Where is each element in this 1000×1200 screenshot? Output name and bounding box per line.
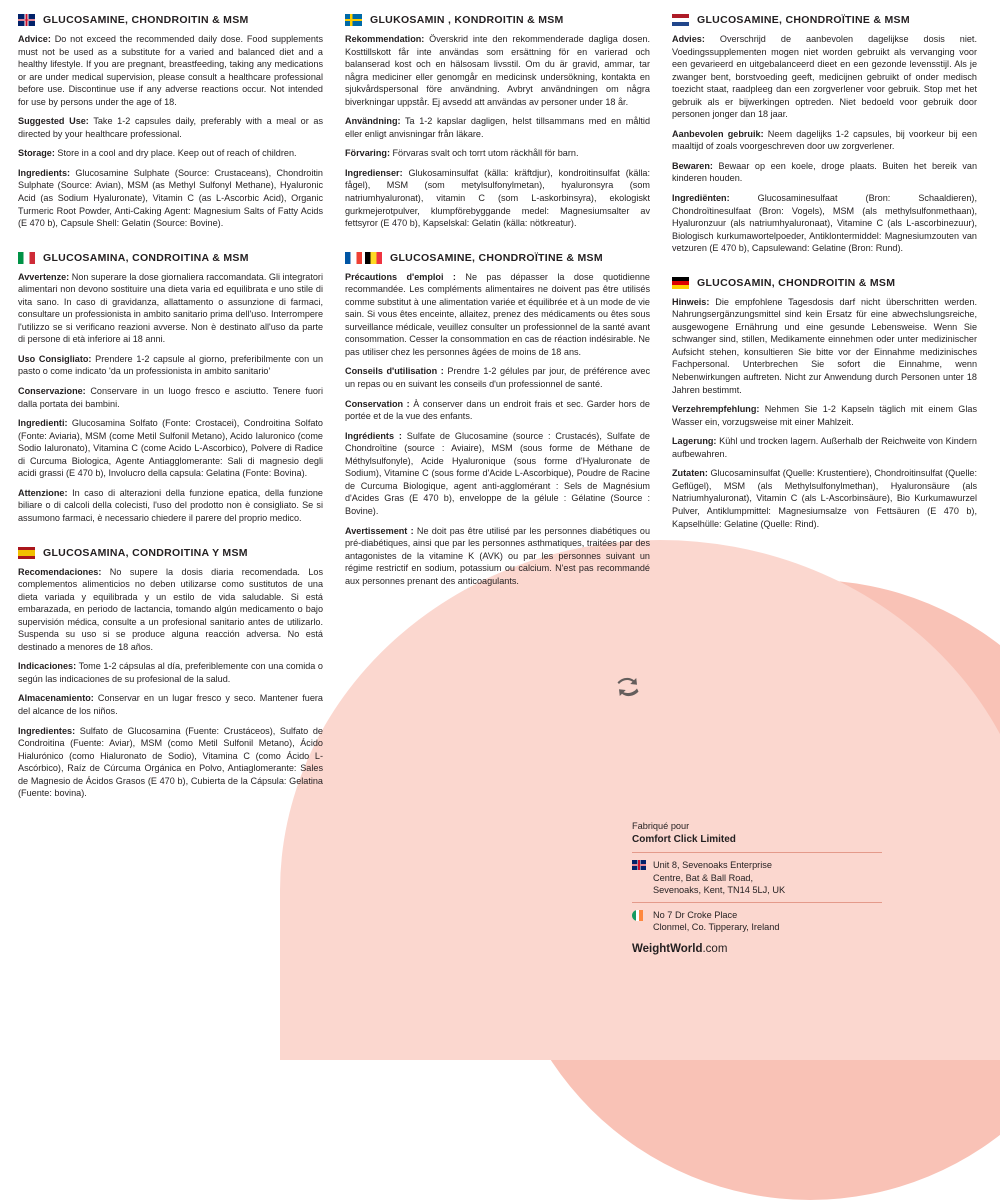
paragraph-label: Hinweis: bbox=[672, 296, 710, 307]
paragraph bbox=[345, 430, 650, 518]
panel-it bbox=[18, 252, 323, 525]
panel-fr bbox=[345, 252, 650, 588]
address-ie bbox=[632, 909, 882, 934]
paragraph-text: Glucosamine Sulphate (Source: Crustaceans), Chondroitin Sulphate (Source: Avian), MSM (as Methyl Sulfonyl Methane), Hyaluronic Acid (as Sodium Hyaluronate), Vitamin C (as L-Ascorbic Acid), Organic Turmeric Root Powder, Anti-Caking Agent: Magnesium Salts of Fatty Acids (E 470 b), Capsule Shell: Gelatin (Source: Bovine). bbox=[18, 167, 323, 229]
flag-group bbox=[672, 14, 689, 26]
paragraph-label: Förvaring: bbox=[345, 148, 390, 159]
paragraph-text: Ne pas dépasser la dose quotidienne recommandée. Les compléments alimentaires ne doivent pas être utilisés comme substitut à une alimentation variée et équilibrée et à un mode de vie sain. Si vous êtes enceinte, allaitez, prenez des médicaments ou êtes sous surveillance médicale, veuillez consulter un professionnel de la santé avant consommation. Cesser la consommation en cas de réaction indésirable. Ne pas utiliser chez les personnes âgées de moins de 18 ans. bbox=[345, 271, 650, 357]
paragraph-label: Storage: bbox=[18, 148, 55, 159]
paragraph-text: Ta 1-2 kapslar dagligen, helst tillsammans med en måltid eller enligt anvisningar från läkare. bbox=[345, 116, 650, 139]
paragraph-label: Verzehrempfehlung: bbox=[672, 404, 760, 415]
panel-title: GLUCOSAMINE, CHONDROÏTINE & MSM bbox=[697, 14, 910, 26]
column-2 bbox=[345, 14, 650, 822]
flag-group bbox=[18, 547, 35, 559]
company-name: Comfort Click Limited bbox=[632, 833, 736, 845]
flag-group bbox=[345, 14, 362, 26]
panel-title: GLUCOSAMINE, CHONDROITIN & MSM bbox=[43, 14, 249, 26]
paragraph bbox=[18, 487, 323, 525]
paragraph-text: Kühl und trocken lagern. Außerhalb der Reichweite von Kindern aufbewahren. bbox=[672, 436, 977, 459]
paragraph-text: Glukosaminsulfat (källa: kräftdjur), kondroitinsulfat (källa: fågel), MSM (som metylsulfonylmetan), hyaluronsyra (som natriumhyaluronat), vitamin C (som L-askorbinsyra), ekologiskt gurkmejerotpulver, klumpförebyggande medel: Magnesiumsalter av fettsyror (E 470 b), Kapselskal: Gelatin (källa: nötkreatur). bbox=[345, 167, 650, 229]
paragraph-label: Avertissement : bbox=[345, 525, 414, 536]
paragraph-text: Sulfato de Glucosamina (Fuente: Crustáceos), Sulfato de Condroitina (Fuente: Aviar), MSM (como Metil Sulfonil Metano), Ácido Hialurónico (como Hialuronato de Sodio), Vitamina C (como Ácido L-Ascórbico), Raíz de Cúrcuma Orgánica en Polvo, Antiaglomerante: Sales de Magnesio de Ácidos Grasos (E 470 b), Cubierta de la Cápsula: Gelatina (Fuente: bovina). bbox=[18, 725, 323, 799]
column-3 bbox=[672, 14, 977, 822]
paragraph bbox=[18, 353, 323, 378]
green-dot-icon bbox=[613, 672, 643, 702]
panel-body bbox=[345, 271, 650, 588]
paragraph-text: À conserver dans un endroit frais et sec. Garder hors de portée et de la vue des enfants. bbox=[345, 398, 650, 422]
flag-group bbox=[345, 252, 382, 264]
brand-logo bbox=[632, 942, 882, 958]
paragraph bbox=[672, 160, 977, 185]
paragraph-label: Advice: bbox=[18, 34, 51, 44]
paragraph-text: Store in a cool and dry place. Keep out of reach of children. bbox=[54, 148, 297, 159]
panel-en bbox=[18, 14, 323, 230]
flag-gb-icon bbox=[18, 14, 35, 26]
paragraph bbox=[18, 725, 323, 800]
brand-name: WeightWorld bbox=[632, 943, 703, 956]
paragraph-text: Conservar en un lugar fresco y seco. Mantener fuera del alcance de los niños. bbox=[18, 693, 323, 716]
panel-es bbox=[18, 547, 323, 800]
paragraph-label: Bewaren: bbox=[672, 160, 713, 171]
paragraph-label: Ingrediënten: bbox=[672, 193, 730, 204]
brand-tld: .com bbox=[702, 943, 728, 956]
panel-body bbox=[345, 33, 650, 230]
paragraph bbox=[345, 525, 650, 588]
address-line: Centre, Bat & Ball Road, bbox=[653, 872, 754, 883]
flag-nl-icon bbox=[672, 14, 689, 26]
panel-title: GLUCOSAMINE, CHONDROÏTINE & MSM bbox=[390, 251, 603, 264]
panel-body bbox=[672, 33, 977, 255]
panel-header bbox=[672, 277, 977, 289]
paragraph-text: Do not exceed the recommended daily dose. Food supplements must not be used as a substitute for a varied and balanced diet and a healthy lifestyle. If you are pregnant, breastfeeding, taking any medications or are under medical supervision, please consult a healthcare professional before use. Discontinue use if any adverse reactions occur. Not intended for use by persons under the age of 18. bbox=[18, 34, 323, 107]
flag-fr-icon bbox=[345, 252, 362, 264]
paragraph-text: Nehmen Sie 1-2 Kapseln täglich mit einem Glas Wasser ein, vorzugsweise mit einer Mahlzeit. bbox=[672, 404, 977, 427]
panel-header bbox=[345, 14, 650, 26]
flag-es-icon bbox=[18, 547, 35, 559]
paragraph-label: Conseils d'utilisation : bbox=[345, 366, 444, 377]
paragraph bbox=[345, 115, 650, 140]
paragraph-text: Neem dagelijks 1-2 capsules, bij voorkeur bij een maaltijd of zoals voorgeschreven door uw zorgverlener. bbox=[672, 128, 977, 152]
paragraph-text: Förvaras svalt och torrt utom räckhåll för barn. bbox=[389, 148, 579, 159]
paragraph bbox=[18, 167, 323, 230]
paragraph-label: Suggested Use: bbox=[18, 116, 89, 127]
manufacturer-address-block bbox=[632, 820, 882, 958]
paragraph bbox=[672, 296, 977, 396]
paragraph-text: Bewaar op een koele, droge plaats. Buiten het bereik van kinderen houden. bbox=[672, 160, 977, 184]
divider bbox=[632, 902, 882, 903]
panel-nl bbox=[672, 14, 977, 255]
paragraph-label: Ingredients: bbox=[18, 167, 71, 178]
paragraph-text: Glucosamina Solfato (Fonte: Crostacei), Condroitina Solfato (Fonte: Aviaria), MSM (come Metil Sulfonil Metano), Acido Ialuronico (come Sodio Ialuronato), Vitamina C (come Acido L-Ascorbico), Polvere di Radice di Curcuma Biologica, Agente Antiagglomerante: Sali di magnesio degli acidi grassi (E 470 b), Involucro della capsula: Gelatina (Fonte: Bovina). bbox=[18, 418, 323, 479]
paragraph-label: Uso Consigliato: bbox=[18, 353, 92, 364]
paragraph bbox=[672, 435, 977, 460]
divider bbox=[632, 852, 882, 853]
paragraph bbox=[672, 33, 977, 121]
paragraph-label: Ingrédients : bbox=[345, 430, 402, 441]
panel-title: GLUCOSAMINA, CONDROITINA Y MSM bbox=[43, 546, 248, 559]
paragraph-label: Conservation : bbox=[345, 398, 410, 409]
address-ie-text bbox=[653, 909, 779, 934]
paragraph-label: Rekommendation: bbox=[345, 34, 425, 44]
panel-header bbox=[18, 547, 323, 559]
paragraph bbox=[18, 417, 323, 480]
paragraph-label: Advies: bbox=[672, 34, 705, 44]
flag-it-icon bbox=[18, 252, 35, 264]
paragraph bbox=[18, 566, 323, 654]
panel-header bbox=[672, 14, 977, 26]
paragraph-label: Lagerung: bbox=[672, 436, 717, 447]
paragraph-text: Sulfate de Glucosamine (source : Crustacés), Sulfate de Chondroïtine (source : Aviaire), MSM (sous forme de Méthane de Méthylsulfonyle), Acide Hyaluronique (sous forme d'Hyaluronate de Sodium), Vitamine C (sous forme d'Acide L-Ascorbique), Poudre de Racine de Curcuma Biologique, agent anti-agglomérant : Sels de Magnésium d'Acides Gras (E 470 b), enveloppe de la gélule : Gélatine (Source : Bovine). bbox=[345, 430, 650, 516]
paragraph bbox=[18, 660, 323, 685]
paragraph-label: Avvertenze: bbox=[18, 271, 70, 282]
paragraph bbox=[18, 33, 323, 108]
paragraph bbox=[672, 128, 977, 153]
paragraph-text: Non superare la dose giornaliera raccomandata. Gli integratori alimentari non devono sostituire una dieta varia ed equilibrata e uno stile di vita sano. In caso di gravidanza, allattamento o assunzione di farmaci, consultare un professionista in ambito sanitario prima dell'uso. Interrompere l'utilizzo se si verificano reazioni avverse. Non è destinato all'uso da parte di persone di età inferiore ai 18 anni. bbox=[18, 271, 324, 345]
paragraph bbox=[18, 115, 323, 140]
paragraph bbox=[672, 192, 977, 255]
paragraph bbox=[18, 271, 323, 346]
address-uk bbox=[632, 859, 882, 896]
flag-de-icon bbox=[672, 277, 689, 289]
panel-title: GLUCOSAMIN, CHONDROITIN & MSM bbox=[697, 276, 896, 289]
address-line: Sevenoaks, Kent, TN14 5LJ, UK bbox=[653, 885, 786, 896]
paragraph-label: Ingredienti: bbox=[18, 418, 68, 429]
flag-se-icon bbox=[345, 14, 362, 26]
paragraph-text: Prendere 1-2 capsule al giorno, preferibilmente con un pasto o come indicato 'da un professionista in ambito sanitario' bbox=[18, 353, 323, 377]
paragraph-text: No supere la dosis diaria recomendada. Los complementos alimenticios no deben utilizarse como sustitutos de una dieta variada y equilibrada y un estilo de vida saludable. Si está embarazada, en periodo de lactancia, tomando algún medicamento o bajo supervisión médica, consulte a un profesional sanitario antes de utilizarlo. Suspenda su uso si se produce alguna reacción adversa. No está destinado a menores de 18 años. bbox=[18, 566, 323, 652]
panel-body bbox=[18, 566, 323, 800]
address-line: Unit 8, Sevenoaks Enterprise bbox=[653, 860, 772, 871]
panel-title: GLUKOSAMIN , KONDROITIN & MSM bbox=[370, 14, 564, 26]
panel-columns bbox=[18, 14, 982, 822]
paragraph bbox=[18, 147, 323, 160]
paragraph-text: Ne doit pas être utilisé par les personnes diabétiques ou pré-diabétiques, ainsi que par les personnes asthmatiques, traitées par des antagonistes de la vitamine K (AVK) ou par les personnes suivant un régime restrictif en sodium, potassium ou calcium. N'est pas recommandé aux personnes prenant des anticoagulants. bbox=[345, 525, 650, 586]
panel-sv bbox=[345, 14, 650, 230]
paragraph-text: Glucosaminesulfaat (Bron: Schaaldieren), Chondroïtinesulfaat (Bron: Vogels), MSM (als methylsulfonmethaan), Hyaluronzuur (als natriumhyaluronaat), Vitamine C (als L-ascorbinezuur), Biologisch kurkumawortelpoeder, Antiklontermiddel: Magnesiumzouten van vetzuren (E 470 b), Capsulewand: Gelatine (Bron: Rund). bbox=[672, 193, 977, 254]
paragraph-label: Användning: bbox=[345, 116, 401, 127]
paragraph bbox=[672, 403, 977, 428]
paragraph-label: Aanbevolen gebruik: bbox=[672, 128, 764, 139]
paragraph-text: Conservare in un luogo fresco e asciutto. Tenere fuori dalla portata dei bambini. bbox=[18, 386, 323, 409]
paragraph-label: Précautions d'emploi : bbox=[345, 271, 456, 282]
panel-header bbox=[345, 252, 650, 264]
paragraph-text: Die empfohlene Tagesdosis darf nicht überschritten werden. Nahrungsergänzungsmittel sind kein Ersatz für eine abwechslungsreiche, ausgewogene Ernährung und eine gesunde Lebensweise. Wenn Sie schwanger sind, stillen, Medikamente einnehmen oder unter medizinischer Aufsicht stehen, konsultieren Sie bitte vor der Einnahme medizinisches Fachpersonal. Unterbrechen Sie sofort die Einnahme, wenn Nebenwirkungen auftreten. Nicht zur Anwendung durch Personen unter 18 Jahren bestimmt. bbox=[672, 296, 977, 395]
panel-body bbox=[18, 33, 323, 230]
flag-ie-icon bbox=[632, 910, 646, 924]
address-line: No 7 Dr Croke Place bbox=[653, 909, 738, 920]
panel-body bbox=[18, 271, 323, 525]
paragraph-text: Tome 1-2 cápsulas al día, preferiblemente con una comida o según las indicaciones de su profesional de la salud. bbox=[18, 661, 323, 684]
flag-group bbox=[18, 14, 35, 26]
paragraph-label: Ingredientes: bbox=[18, 725, 76, 736]
paragraph-text: Överskrid inte den rekommenderade dagliga dosen. Kosttillskott får inte användas som ersättning för en varierad och balanserad kost och en hälsosam livsstil. Om du är gravid, ammar, tar några mediciner eller genomgår en medicinsk undersökning, kontakta en sjukvårdspersonal före användning. Avbryt användningen om några biverkningar uppstår. Ej avsedd att användas av personer under 18 år. bbox=[345, 34, 650, 107]
paragraph-label: Almacenamiento: bbox=[18, 693, 94, 704]
column-1 bbox=[18, 14, 323, 822]
made-for-label: Fabriqué pour bbox=[632, 821, 690, 832]
paragraph-label: Ingredienser: bbox=[345, 167, 403, 178]
panel-body bbox=[672, 296, 977, 530]
paragraph-text: In caso di alterazioni della funzione epatica, della funzione biliare o di calcoli della colecisti, l'uso del prodotto non è consigliato. Se si assumono farmaci, è necessario chiedere il parere del proprio medico. bbox=[18, 487, 323, 523]
paragraph bbox=[18, 385, 323, 410]
paragraph-text: Take 1-2 capsules daily, preferably with a meal or as directed by your healthcare professional. bbox=[18, 116, 323, 139]
flag-be-icon bbox=[365, 252, 382, 264]
paragraph-text: Glucosaminsulfat (Quelle: Krustentiere), Chondroitinsulfat (Quelle: Geflügel), MSM (als Methylsulfonylmethan), Hyaluronsäure (als Natriumhyaluronat), Vitamin C (als L-Ascorbinsäure), Bio Kurkumawurzel Pulver, Antiklumpmittel: Magnesiumsalze von Fettsäuren (E 470 b), Kapselhülle: Gelatine (Quelle: Rind). bbox=[672, 468, 977, 529]
paragraph-label: Indicaciones: bbox=[18, 661, 77, 672]
paragraph bbox=[672, 467, 977, 530]
panel-header bbox=[18, 252, 323, 264]
paragraph-label: Zutaten: bbox=[672, 468, 708, 479]
paragraph-text: Prendre 1-2 gélules par jour, de préférence avec un repas ou en suivant les conseils d'un professionnel de santé. bbox=[345, 366, 650, 390]
paragraph bbox=[345, 33, 650, 108]
flag-group bbox=[672, 277, 689, 289]
address-uk-text bbox=[653, 859, 785, 896]
paragraph bbox=[345, 271, 650, 359]
paragraph-label: Attenzione: bbox=[18, 487, 68, 498]
panel-header bbox=[18, 14, 323, 26]
address-line: Clonmel, Co. Tipperary, Ireland bbox=[653, 922, 780, 933]
panel-title: GLUCOSAMINA, CONDROITINA & MSM bbox=[43, 251, 249, 264]
paragraph bbox=[345, 365, 650, 390]
flag-gb-icon bbox=[632, 860, 646, 873]
paragraph bbox=[345, 167, 650, 230]
flag-group bbox=[18, 252, 35, 264]
panel-de bbox=[672, 277, 977, 530]
paragraph-label: Conservazione: bbox=[18, 386, 86, 397]
paragraph bbox=[345, 147, 650, 160]
paragraph-label: Recomendaciones: bbox=[18, 566, 102, 577]
paragraph bbox=[18, 692, 323, 717]
paragraph-text: Overschrijd de aanbevolen dagelijkse dosis niet. Voedingssupplementen mogen niet worden gebruikt als vervanging voor een gevarieerd en uitgebalanceerd dieet en een gezonde levensstijl. Als je zwanger bent, borstvoeding geeft, medicijnen gebruikt of onder medisch toezicht staat, raadpleeg dan een zorgverlener voor gebruik. Stop met het gebruik als er bijwerkingen optreden. Niet bedoeld voor gebruik door personen jonger dan 18 jaar. bbox=[672, 34, 977, 120]
paragraph bbox=[345, 398, 650, 423]
